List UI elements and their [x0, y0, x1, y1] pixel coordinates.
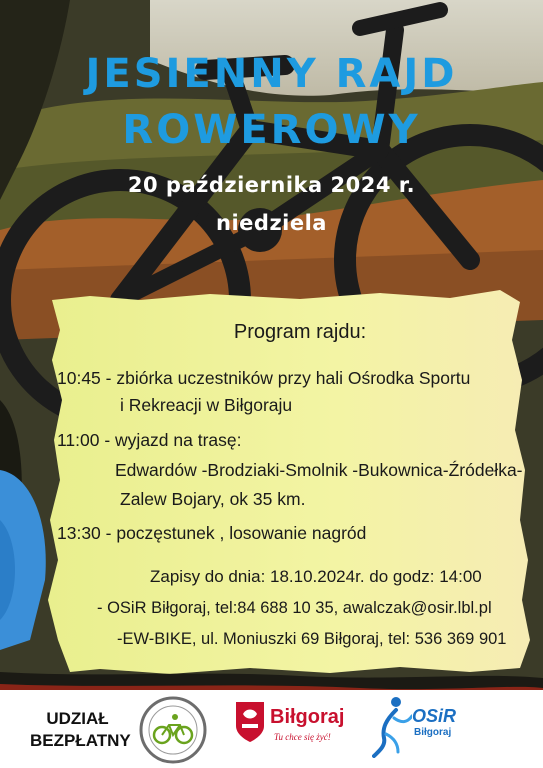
- event-weekday: niedziela: [216, 211, 327, 235]
- free-label-line-1: UDZIAŁ: [46, 709, 109, 728]
- bilgoraj-logo-text: Biłgoraj: [270, 706, 345, 728]
- osir-runner-icon: [372, 694, 412, 758]
- registration-deadline: Zapisy do dnia: 18.10.2024r. do godz: 14:00: [150, 567, 482, 586]
- osir-city-text: Biłgoraj: [414, 727, 452, 738]
- program-item-gathering-cont: i Rekreacji w Biłgoraju: [120, 395, 293, 415]
- program-item-route-cont: Zalew Bojary, ok 35 km.: [120, 489, 306, 509]
- program-item-refreshments: 13:30 - poczęstunek , losowanie nagród: [57, 523, 367, 543]
- event-date: 20 października 2024 r.: [127, 173, 416, 197]
- footer-logos-bar: [0, 690, 543, 768]
- contact-osir: - OSiR Biłgoraj, tel:84 688 10 35, awalczak@osir.lbl.pl: [97, 599, 492, 617]
- poster-title-line-1: JESIENNY RAJD: [85, 51, 458, 97]
- program-item-gathering: 10:45 - zbiórka uczestników przy hali Ośrodka Sportu: [57, 368, 471, 388]
- program-item-route: Edwardów -Brodziaki-Smolnik -Bukownica-Źródełka-: [115, 460, 523, 480]
- bilgoraj-crest-icon: [234, 700, 266, 744]
- osir-logo-text: OSiR: [412, 706, 457, 726]
- contact-ew-bike: -EW-BIKE, ul. Moniuszki 69 Biłgoraj, tel: 536 369 901: [117, 630, 507, 648]
- cycling-group-logo: [138, 695, 208, 765]
- bilgoraj-slogan: Tu chce się żyć!: [274, 732, 331, 742]
- program-item-departure: 11:00 - wyjazd na trasę:: [57, 430, 242, 450]
- free-label-line-2: BEZPŁATNY: [30, 731, 131, 750]
- poster-title-line-2: ROWEROWY: [122, 107, 421, 153]
- program-heading: Program rajdu:: [233, 321, 367, 343]
- free-participation-label: [30, 708, 131, 752]
